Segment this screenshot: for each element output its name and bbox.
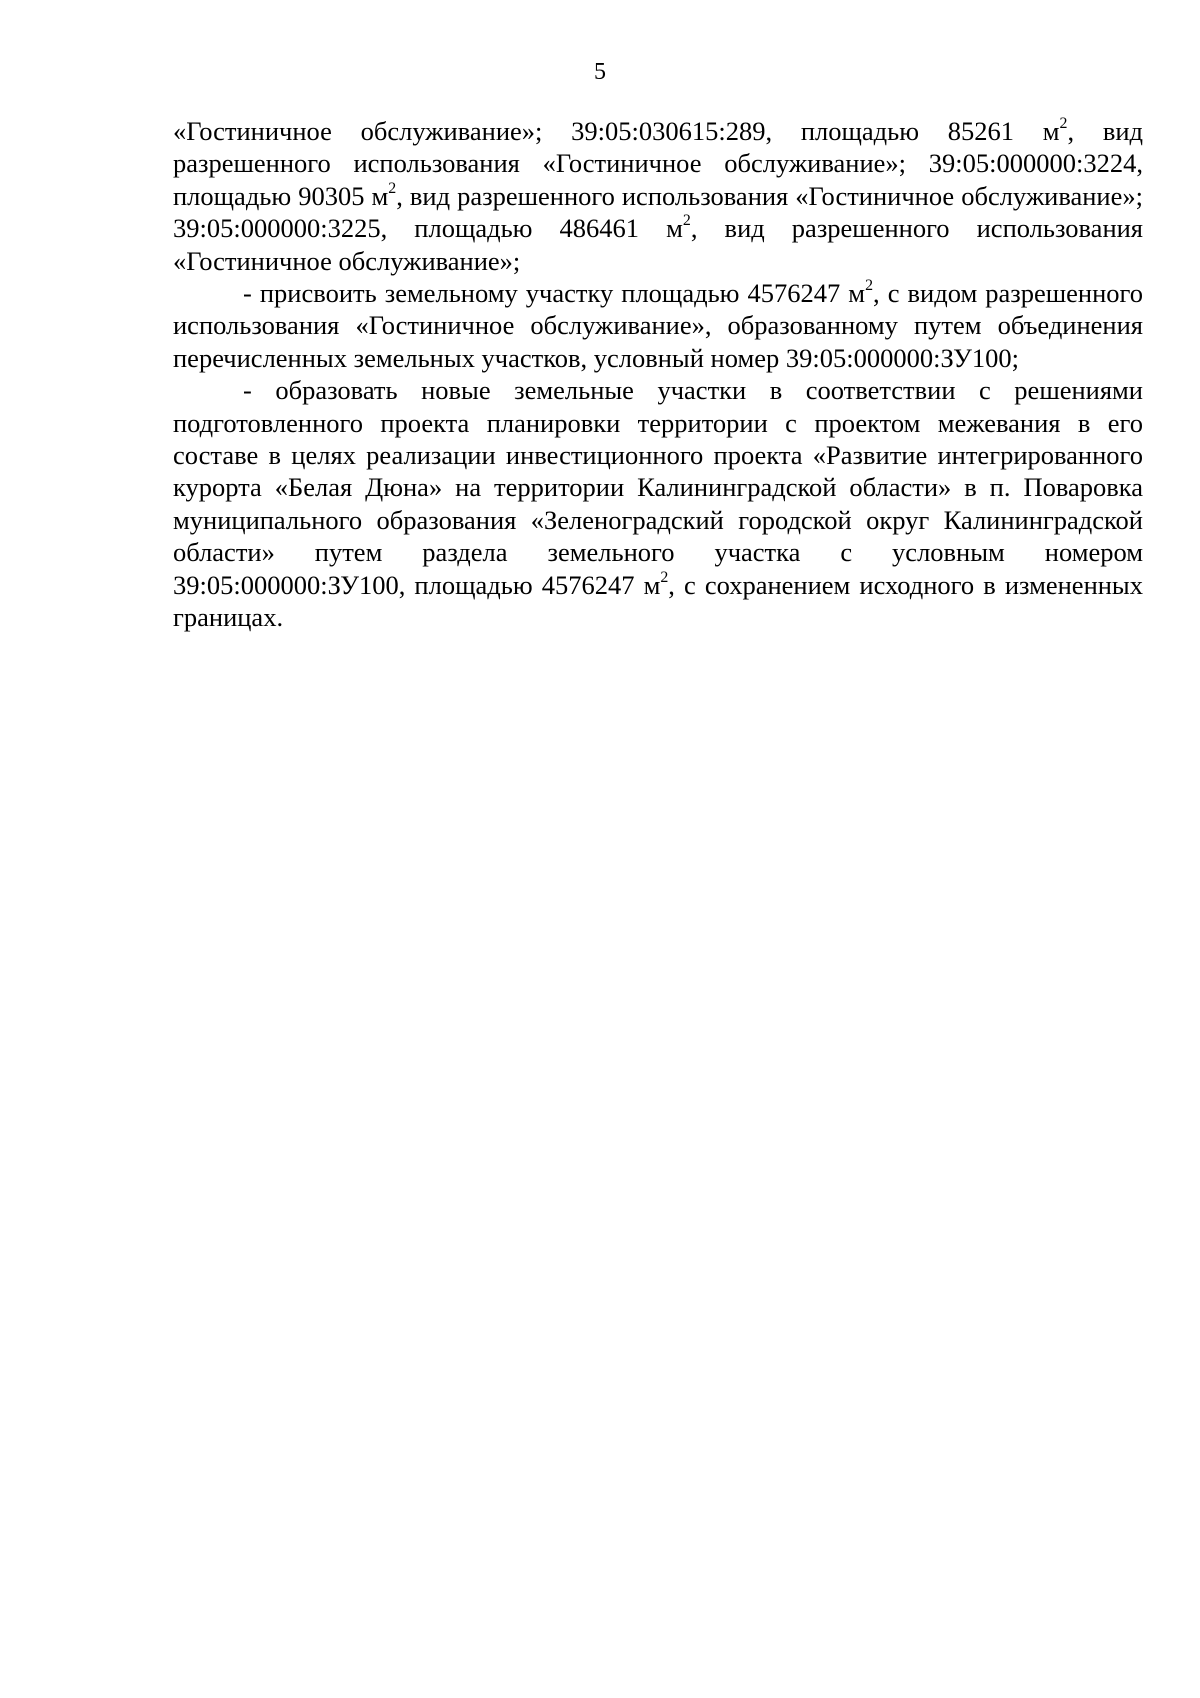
superscript: 2 bbox=[682, 212, 691, 230]
text-segment: «Гостиничное обслуживание»; 39:05:030615:289, площадью 85261 м bbox=[173, 116, 1060, 146]
superscript: 2 bbox=[1059, 115, 1068, 133]
superscript: 2 bbox=[865, 277, 874, 295]
paragraph-3 bbox=[173, 374, 1143, 633]
page-number: 5 bbox=[594, 59, 606, 85]
paragraph-2 bbox=[173, 277, 1143, 374]
document-body bbox=[173, 115, 1143, 634]
paragraph-1 bbox=[173, 115, 1143, 277]
text-segment: , с сохранением исходного в измененных границах. bbox=[173, 569, 1143, 633]
text-segment: - образовать новые земельные участки в соответствии с решениями подготовленного проекта планировки территории с проектом межевания в его составе в целях реализации инвестиционного проекта «Развитие интегрированного курорта «Белая Дюна» на территории Калининградской области» в п. Поваровка муниципального образования «Зеленоградский городской округ Калининградской области» путем раздела земельного участка с условным номером 39:05:000000:ЗУ100, площадью 4576247 м bbox=[173, 375, 1143, 600]
text-segment: , с видом разрешенного использования «Гостиничное обслуживание», образованному путем объединения перечисленных земельных участков, условный номер 39:05:000000:ЗУ100; bbox=[173, 278, 1144, 373]
superscript: 2 bbox=[388, 179, 397, 197]
superscript: 2 bbox=[660, 568, 669, 586]
text-segment: , вид разрешенного использования «Гостиничное обслуживание»; bbox=[173, 213, 1143, 276]
text-segment: , вид разрешенного использования «Гостиничное обслуживание»; 39:05:000000:3225, площадью 486461 м bbox=[173, 180, 1143, 244]
text-segment: , вид разрешенного использования «Гостиничное обслуживание»; 39:05:000000:3224, площадью 90305 м bbox=[173, 116, 1143, 211]
text-segment: - присвоить земельному участку площадью 4576247 м bbox=[243, 278, 866, 309]
